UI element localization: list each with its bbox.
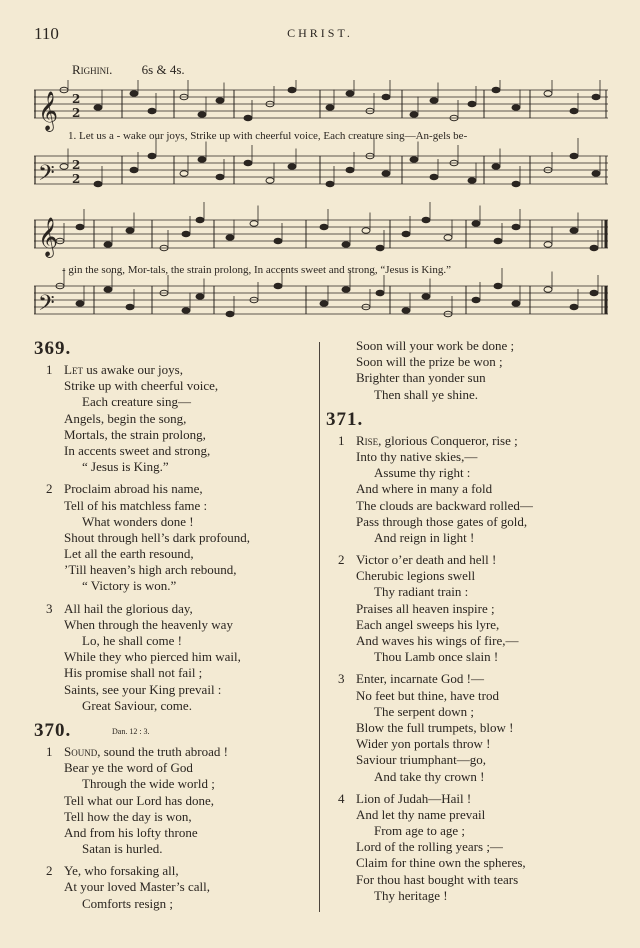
note-head <box>182 231 190 237</box>
verse-number: 2 <box>46 863 53 879</box>
verse-line: Soon will your work be done ; <box>356 338 515 353</box>
verse <box>34 481 312 594</box>
note-head <box>76 301 84 307</box>
verse-line: And reign in light ! <box>374 529 475 545</box>
verse-line: And from his lofty throne <box>64 824 198 840</box>
verse-line: Blow the full trumpets, blow ! <box>356 719 514 735</box>
verse <box>34 863 312 912</box>
verse-line: When through the heavenly way <box>64 616 233 632</box>
note-head <box>468 178 476 184</box>
note-head <box>148 108 156 114</box>
note-head <box>544 91 552 97</box>
note-head <box>472 221 480 227</box>
verse-number: 1 <box>46 362 53 377</box>
note-head <box>590 290 598 296</box>
hymn-number: 369. <box>34 338 72 359</box>
note-head <box>544 287 552 293</box>
verse-line: And where in many a fold <box>356 481 493 497</box>
verse-line: Soon will the prize be won ; <box>356 354 503 370</box>
verse-line: Satan is hurled. <box>82 841 163 857</box>
verse-line: Lo, he shall come ! <box>82 633 182 648</box>
verse-first-word: Let <box>64 362 83 377</box>
verse-line: Ye, who forsaking all, <box>64 863 179 879</box>
note-head <box>346 91 354 97</box>
note-head <box>342 287 350 293</box>
note-head <box>104 287 112 293</box>
note-head <box>590 245 598 251</box>
note-head <box>410 157 418 163</box>
verse-line: Angels, begin the song, <box>64 410 187 426</box>
note-head <box>226 311 234 317</box>
verse-number: 3 <box>338 671 345 687</box>
verse <box>326 671 614 784</box>
note-head <box>196 294 204 300</box>
page-header <box>34 24 606 44</box>
verse-line: “ Jesus is King.” <box>82 459 169 475</box>
verse-line: And take thy crown ! <box>374 768 485 784</box>
verse-number: 2 <box>46 481 53 497</box>
time-signature-top: 2 <box>72 92 81 106</box>
note-head <box>570 108 578 114</box>
note-head <box>382 94 390 100</box>
note-head <box>570 228 578 234</box>
note-head <box>288 164 296 170</box>
verse-line: Wider yon portals throw ! <box>356 736 491 752</box>
note-head <box>226 235 234 241</box>
treble-clef: 𝄞 <box>38 217 59 257</box>
verse-line: Cherubic legions swell <box>356 568 476 584</box>
note-head <box>512 181 520 187</box>
tune-name: Righini. <box>72 62 113 77</box>
bass-clef: 𝄢 <box>38 291 55 320</box>
verse-line: Then shall ye shine. <box>374 386 478 402</box>
time-signature-bottom: 2 <box>72 106 81 120</box>
scripture-reference: Dan. 12 : 3. <box>112 726 150 736</box>
note-head <box>494 238 502 244</box>
note-head <box>592 171 600 177</box>
note-head <box>512 301 520 307</box>
verse-line: Enter, incarnate God !— <box>356 671 484 687</box>
verse-first-word: Rise <box>356 432 379 448</box>
note-head <box>570 153 578 159</box>
note-head <box>326 105 334 111</box>
note-head <box>244 160 252 166</box>
verse-line: Great Saviour, come. <box>82 697 192 713</box>
verse-line: Pass through those gates of gold, <box>356 513 528 529</box>
note-head <box>104 242 112 248</box>
treble-clef: 𝄞 <box>38 91 59 131</box>
note-head <box>196 217 204 223</box>
note-head <box>130 167 138 173</box>
note-head <box>198 112 206 118</box>
tune-meter: 6s & 4s. <box>141 62 185 77</box>
verse-line: All hail the glorious day, <box>64 600 193 616</box>
running-title: CHRIST. <box>287 26 353 40</box>
note-head <box>422 217 430 223</box>
note-head <box>198 157 206 163</box>
note-head <box>430 98 438 104</box>
verse-line: Thou Lamb once slain ! <box>374 649 499 665</box>
hymn-heading <box>34 338 312 362</box>
note-head <box>512 105 520 111</box>
verse <box>34 744 312 857</box>
note-head <box>180 171 188 177</box>
verse-line: Through the wide world ; <box>82 776 215 792</box>
note-head <box>376 290 384 296</box>
note-head <box>320 224 328 230</box>
note-head <box>148 153 156 159</box>
note-head <box>494 283 502 289</box>
note-head <box>362 228 370 234</box>
verse-line: Thy radiant train : <box>374 584 469 600</box>
note-head <box>130 91 138 97</box>
verse-number: 1 <box>46 743 53 759</box>
bass-clef: 𝄢 <box>38 161 55 191</box>
verse-line: Let all the earth resound, <box>64 546 194 562</box>
verse-line: Proclaim abroad his name, <box>64 481 203 497</box>
verse-line: Bear ye the word of God <box>64 760 193 776</box>
score-svg <box>34 80 614 320</box>
left-column <box>34 338 312 918</box>
verse <box>326 552 614 665</box>
note-head <box>512 224 520 230</box>
music-score <box>34 80 614 324</box>
verse-line: Shout through hell’s dark profound, <box>64 529 250 545</box>
note-head <box>244 115 252 121</box>
verse-line: While they who pierced him wail, <box>64 649 241 665</box>
note-head <box>126 304 134 310</box>
hymn-heading <box>326 409 614 433</box>
time-signature-bottom: 2 <box>72 172 81 186</box>
tune-heading <box>72 62 185 78</box>
verse-line: Lord of the rolling years ;— <box>356 839 503 855</box>
hymn-columns <box>34 338 614 918</box>
verse-line: And let thy name prevail <box>356 806 486 822</box>
verse-line: “ Victory is won.” <box>82 578 177 594</box>
verse-line: And waves his wings of fire,— <box>356 633 519 648</box>
verse-line: Tell how the day is won, <box>64 808 192 824</box>
verse-line: The clouds are backward rolled— <box>356 497 533 513</box>
note-head <box>592 94 600 100</box>
verse-first-word: Sound <box>64 743 98 759</box>
note-head <box>346 167 354 173</box>
verse-line: Strike up with cheerful voice, <box>64 378 219 394</box>
verse-line: Sound, sound the truth abroad ! <box>64 743 228 759</box>
note-head <box>274 238 282 244</box>
note-head <box>126 228 134 234</box>
hymn-heading <box>34 720 312 744</box>
right-column <box>326 338 614 910</box>
verse-line: No feet but thine, have trod <box>356 687 499 703</box>
note-head <box>402 231 410 237</box>
lyrics-line-1: 1. Let us a - wake our joys, Strike up with cheerful voice, Each creature sing—An-gels be- <box>68 130 468 142</box>
note-head <box>444 235 452 241</box>
note-head <box>430 174 438 180</box>
note-head <box>326 181 334 187</box>
note-head <box>60 164 68 170</box>
verse-line: Each creature sing— <box>82 394 192 410</box>
note-head <box>320 301 328 307</box>
verse-line: Into thy native skies,— <box>356 448 478 464</box>
verse-line: At your loved Master’s call, <box>64 879 210 895</box>
verse-line: The serpent down ; <box>374 703 475 719</box>
note-head <box>182 308 190 314</box>
verse-line: Assume thy right : <box>374 465 471 481</box>
note-head <box>422 294 430 300</box>
verse-line: Thy heritage ! <box>374 887 448 903</box>
verse-continuation <box>326 338 614 403</box>
verse <box>326 433 614 546</box>
page-number: 110 <box>34 24 59 43</box>
verse-line: Rise, glorious Conqueror, rise ; <box>356 432 518 448</box>
verse-line: Tell what our Lord has done, <box>64 792 214 808</box>
verse <box>326 791 614 904</box>
verse <box>34 601 312 714</box>
verse-line: Brighter than yonder sun <box>356 370 486 386</box>
note-head <box>94 181 102 187</box>
verse-line: In accents sweet and strong, <box>64 442 211 458</box>
verse <box>34 362 312 475</box>
note-head <box>266 178 274 184</box>
verse-line: ’Till heaven’s high arch rebound, <box>64 562 237 578</box>
note-head <box>544 242 552 248</box>
verse-line: Victor o’er death and hell ! <box>356 552 497 568</box>
lyrics-line-2: - gin the song, Mor-tals, the strain prolong, In accents sweet and strong, “Jesus is King.” <box>62 264 451 276</box>
verse-number: 1 <box>338 432 345 448</box>
note-head <box>570 304 578 310</box>
note-head <box>410 112 418 118</box>
note-head <box>250 221 258 227</box>
note-head <box>382 171 390 177</box>
note-head <box>402 308 410 314</box>
note-head <box>376 245 384 251</box>
note-head <box>76 224 84 230</box>
note-head <box>492 164 500 170</box>
hymn-number: 371. <box>326 408 364 430</box>
verse-line: What wonders done ! <box>82 513 194 529</box>
column-divider <box>319 342 320 912</box>
verse-line: Tell of his matchless fame : <box>64 497 208 513</box>
verse-number: 4 <box>338 790 345 806</box>
note-head <box>216 98 224 104</box>
verse-line: Saviour triumphant—go, <box>356 752 486 768</box>
time-signature-top: 2 <box>72 158 81 172</box>
verse-line: Each angel sweeps his lyre, <box>356 616 500 632</box>
verse-line: For thou hast bought with tears <box>356 871 519 887</box>
verse-line: Lion of Judah—Hail ! <box>356 790 472 806</box>
verse-line: Mortals, the strain prolong, <box>64 426 206 442</box>
note-head <box>216 174 224 180</box>
verse-number: 2 <box>338 552 345 568</box>
note-head <box>274 283 282 289</box>
hymn-number: 370. <box>34 719 72 741</box>
verse-number: 3 <box>46 600 53 616</box>
note-head <box>94 105 102 111</box>
note-head <box>342 242 350 248</box>
verse-line: Saints, see your King prevail : <box>64 681 222 697</box>
note-head <box>288 87 296 93</box>
verse-line: Let us awake our joys, <box>64 362 183 377</box>
note-head <box>492 87 500 93</box>
verse-line: Comforts resign ; <box>82 895 173 911</box>
note-head <box>472 297 480 303</box>
note-head <box>468 101 476 107</box>
verse-line: His promise shall not fail ; <box>64 665 203 681</box>
verse-line: From age to age ; <box>374 823 465 839</box>
verse-line: Praises all heaven inspire ; <box>356 600 495 616</box>
verse-line: Claim for thine own the spheres, <box>356 855 526 871</box>
